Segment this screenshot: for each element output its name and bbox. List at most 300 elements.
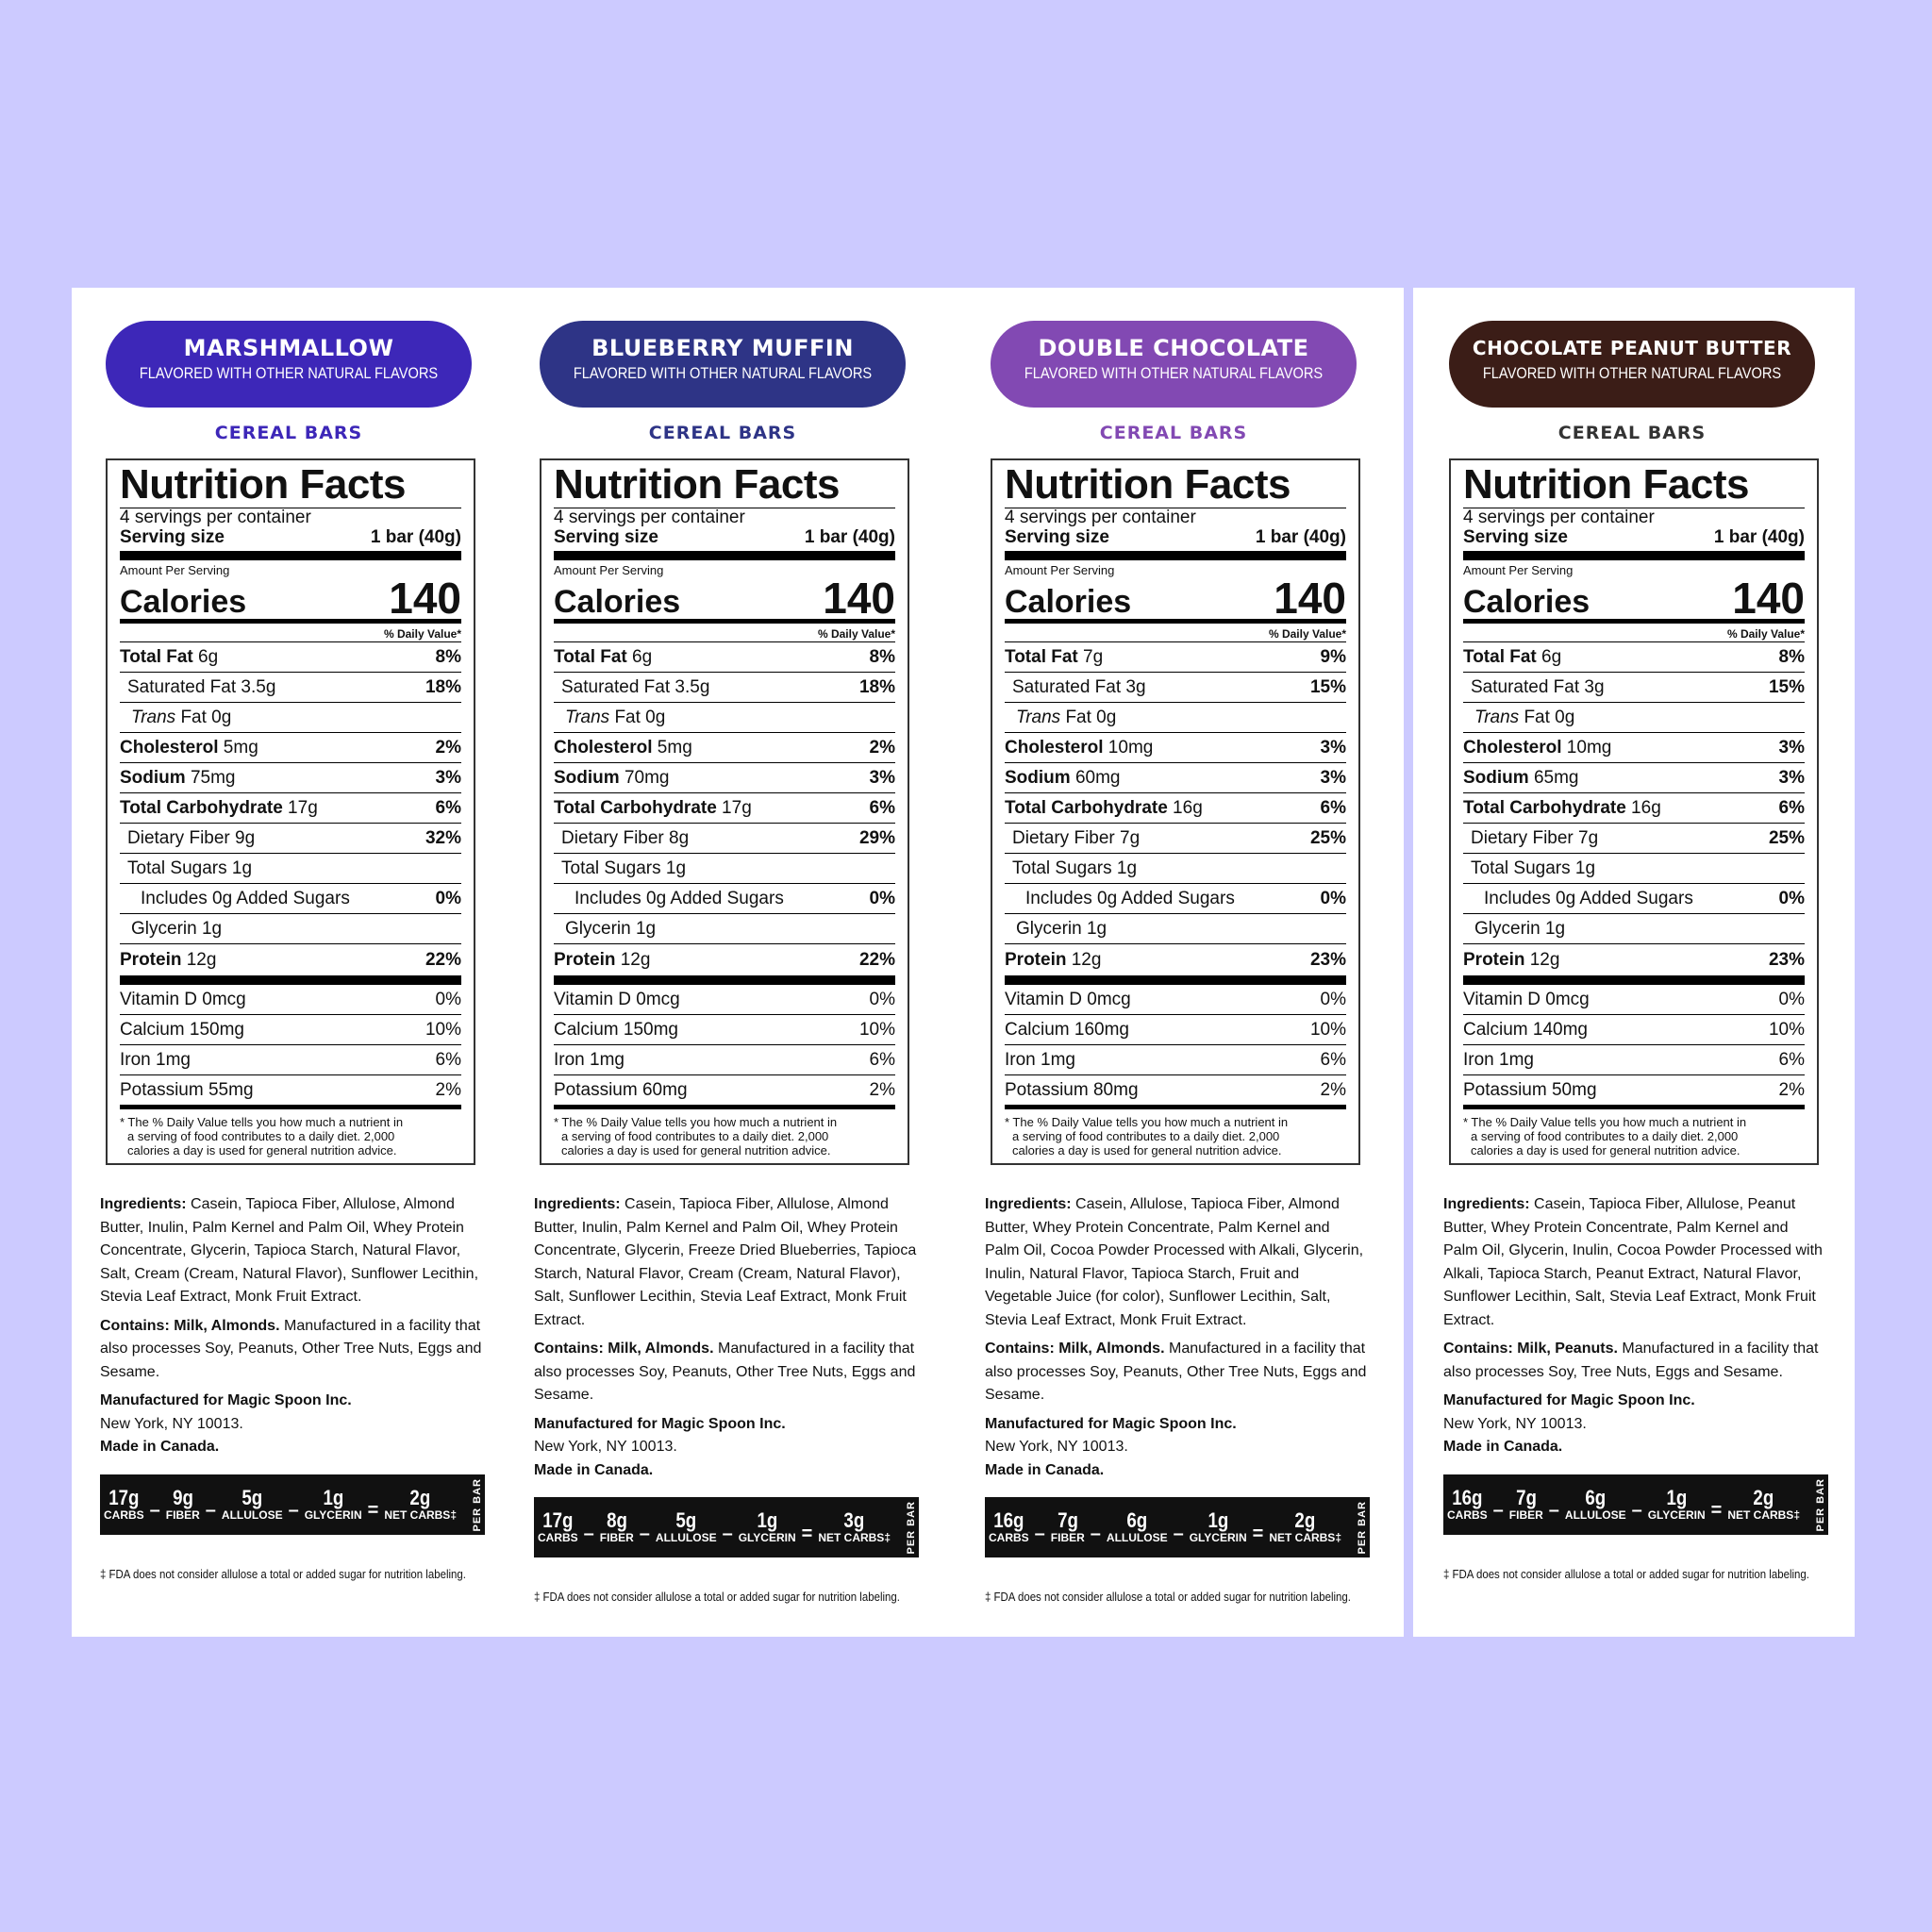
nutrient-row [1463,884,1805,914]
nutrient-row [120,824,461,854]
minus-sign: – [722,1523,733,1544]
vitamin-rows [120,985,461,1109]
nutrient-daily-value: 25% [1309,827,1346,848]
nutrient-daily-value: 3% [1778,767,1805,788]
minus-sign: – [1492,1500,1504,1521]
servings-per-container: 4 servings per container [554,508,745,527]
nutrient-row [120,642,461,673]
flavor-badge [991,321,1357,408]
footnote-line: calories a day is used for general nutrition advice. [127,1143,397,1158]
ingredients-text: Casein, Tapioca Fiber, Allulose, Almond Butter, Inulin, Palm Kernel and Palm Oil, Whey Protein Concentrate, Glycerin, Freeze Dried Blueberries, Tapioca Starch, Natural Flavor, Cream (Cream, Natural Flavor), Salt, Sunflower Lecithin, Stevia Leaf Extract, Monk Fruit Extract. [534,1196,917,1328]
nutrient-name: Total Carbohydrate [120,797,283,818]
ingredients-label: Ingredients: [985,1196,1072,1212]
nutrient-amount: 5mg [218,737,258,758]
nutrient-row [1463,703,1805,733]
vitamin-rows [1463,985,1805,1109]
calories-row [120,574,461,624]
net-carbs-value: 16g [1452,1485,1483,1509]
nutrient-name: Total Sugars 1g [1471,858,1596,878]
nutrient-name: Dietary Fiber 8g [561,827,690,848]
vitamin-row [1463,1015,1805,1045]
amount-per-serving: Amount Per Serving [1005,563,1115,577]
made-in: Made in Canada. [100,1439,220,1455]
nutrition-facts-label [1449,458,1819,1165]
nutrient-row [1005,793,1346,824]
nutrient-daily-value: 18% [858,676,895,697]
net-carbs-value: 1g [323,1485,344,1509]
net-carbs-label: FIBER [1508,1507,1543,1522]
nutrient-daily-value: 29% [858,827,895,848]
net-carbs-value: 1g [1666,1485,1688,1509]
net-carbs-value: 16g [993,1508,1024,1532]
vitamin-rows [554,985,895,1109]
nutrient-amount: 5mg [652,737,692,758]
footnote-line: a serving of food contributes to a daily diet. 2,000 [1471,1129,1739,1143]
serving-size-value: 1 bar (40g) [1255,527,1346,547]
nutrient-amount: Fat 0g [1060,707,1117,727]
net-carbs-net [1727,1485,1800,1522]
net-carbs-value: 5g [242,1485,263,1509]
nutrient-row [554,944,895,985]
nutrient-row [554,642,895,673]
net-carbs-value: 2g [1753,1485,1774,1509]
vitamin-row [1005,1075,1346,1109]
per-bar-label: PER BAR [1815,1477,1826,1532]
nutrient-amount: 75mg [185,767,236,788]
net-carbs-value: 9g [172,1485,193,1509]
net-carbs-allulose [1564,1485,1626,1522]
footnote-line: calories a day is used for general nutrition advice. [1012,1143,1282,1158]
nutrient-amount: 17g [716,797,752,818]
nutrient-row [1463,914,1805,944]
net-carbs-label: ALLULOSE [655,1531,717,1544]
nutrient-name: Trans [1474,707,1520,727]
nutrient-row [120,793,461,824]
nutrient-amount: 12g [181,949,217,970]
nutrient-row [554,793,895,824]
vitamin-row [1005,1045,1346,1075]
nutrient-daily-value: 6% [1778,797,1805,818]
net-carbs-net [1269,1510,1341,1544]
nutrient-row [554,733,895,763]
net-carbs-bar [985,1497,1370,1557]
net-carbs-fiber [600,1510,634,1544]
minus-sign: – [1034,1523,1045,1544]
nutrient-name: Trans [131,707,176,727]
minus-sign: – [1173,1523,1184,1544]
nutrient-name: Protein [554,949,616,970]
allulose-disclaimer: ‡ FDA does not consider allulose a total or added sugar for nutrition labeling. [1443,1566,1809,1581]
nutrient-row [120,884,461,914]
daily-value-footnote [1463,1109,1805,1158]
nutrient-name: Dietary Fiber 9g [127,827,256,848]
calories-row [554,574,895,624]
net-carbs-value: 1g [1208,1508,1229,1532]
vitamin-daily-value: 0% [435,989,461,1009]
nutrient-name: Saturated Fat 3g [1012,676,1146,697]
vitamin-label: Vitamin D 0mcg [120,989,246,1009]
vitamin-row [554,1015,895,1045]
vitamin-label: Calcium 140mg [1463,1019,1588,1040]
vitamin-row [120,1045,461,1075]
net-carbs-allulose [221,1485,283,1522]
vitamin-row [120,1015,461,1045]
daily-value-footnote [554,1109,895,1158]
nutrient-name: Glycerin 1g [1016,918,1108,939]
ingredients-text: Casein, Allulose, Tapioca Fiber, Almond Butter, Whey Protein Concentrate, Palm Kernel and Palm Oil, Cocoa Powder Processed with Alkali, Glycerin, Inulin, Natural Flavor, Tapioca Starch, Fruit and Vegetable Juice (for color), Sunflower Lecithin, Salt, Stevia Leaf Extract, Monk Fruit Extract. [985,1196,1364,1328]
nutrient-name: Saturated Fat 3.5g [127,676,276,697]
net-carbs-net [384,1485,457,1522]
minus-sign: – [639,1523,650,1544]
minus-sign: – [583,1523,594,1544]
vitamin-label: Vitamin D 0mcg [1463,989,1590,1009]
vitamin-daily-value: 10% [858,1019,895,1040]
nutrient-name: Sodium [1463,767,1529,788]
net-carbs-net [818,1510,891,1544]
nutrient-rows [1005,642,1346,985]
equals-sign: = [1710,1500,1723,1521]
contains-text: Manufactured in a facility that also processes Soy, Tree Nuts, Eggs and Sesame. [1443,1341,1819,1380]
minus-sign: – [1631,1500,1642,1521]
net-carbs-value: 8g [606,1508,627,1532]
net-carbs-fiber [1051,1510,1085,1544]
nutrient-name: Total Carbohydrate [1463,797,1626,818]
calories-row [1005,574,1346,624]
nutrient-row [120,914,461,944]
net-carbs-glycerin [1190,1510,1247,1544]
nutrient-row [1463,642,1805,673]
ingredients-label: Ingredients: [100,1196,187,1212]
vitamin-daily-value: 6% [869,1049,895,1070]
nutrient-rows [554,642,895,985]
nutrient-amount: 70mg [619,767,670,788]
footnote-line: * The % Daily Value tells you how much a nutrient in [1005,1115,1289,1129]
nutrition-facts-title: Nutrition Facts [1005,462,1346,508]
nutrient-row [1463,793,1805,824]
net-carbs-value: 2g [409,1485,431,1509]
vitamin-row [1463,1075,1805,1109]
net-carbs-label: GLYCERIN [304,1507,362,1522]
net-carbs-label: NET CARBS‡ [1269,1531,1341,1544]
nutrient-row [1005,703,1346,733]
nutrient-name: Includes 0g Added Sugars [141,888,350,908]
serving-size-row [1463,527,1805,560]
nutrient-row [554,824,895,854]
nutrient-rows [120,642,461,985]
flavor-name: CHOCOLATE PEANUT BUTTER [1472,337,1792,359]
nutrient-row [1463,733,1805,763]
net-carbs-label: NET CARBS‡ [1727,1507,1800,1522]
minus-sign: – [149,1500,160,1521]
vitamin-daily-value: 0% [1778,989,1805,1009]
vitamin-label: Iron 1mg [1463,1049,1534,1070]
vitamin-daily-value: 6% [1320,1049,1346,1070]
nutrient-name: Saturated Fat 3g [1471,676,1605,697]
serving-size-row [554,527,895,560]
vitamin-daily-value: 0% [1320,989,1346,1009]
product-category: CEREAL BARS [1557,423,1707,443]
footnote-line: a serving of food contributes to a daily diet. 2,000 [1012,1129,1280,1143]
nutrient-row [1463,673,1805,703]
nutrient-daily-value: 3% [1320,767,1346,788]
nutrient-name: Total Fat [1463,646,1537,667]
net-carbs-label: FIBER [165,1507,200,1522]
nutrient-daily-value: 23% [1309,949,1346,970]
net-carbs-value: 17g [542,1508,574,1532]
nutrient-daily-value: 22% [858,949,895,970]
contains-text: Manufactured in a facility that also processes Soy, Peanuts, Other Tree Nuts, Eggs and Sesame. [100,1317,482,1380]
serving-size-row [1005,527,1346,560]
net-carbs-bar [534,1497,919,1557]
nutrient-daily-value: 18% [425,676,461,697]
nutrient-name: Protein [120,949,182,970]
nutrient-amount: 6g [1536,646,1562,667]
nutrient-amount: 12g [615,949,651,970]
nutrient-name: Total Fat [554,646,627,667]
net-carbs-bar [100,1474,485,1535]
nutrient-row [1463,854,1805,884]
vitamin-row [1463,1045,1805,1075]
nutrient-daily-value: 15% [1768,676,1805,697]
footnote-line: a serving of food contributes to a daily diet. 2,000 [561,1129,829,1143]
nutrient-name: Total Fat [120,646,193,667]
nutrient-amount: 17g [282,797,318,818]
nutrient-row [1005,673,1346,703]
ingredients-block [1443,1193,1826,1459]
net-carbs-value: 17g [108,1485,140,1509]
net-carbs-allulose [656,1510,717,1544]
nutrient-daily-value: 3% [1778,737,1805,758]
net-carbs-carbs [104,1485,144,1522]
nutrient-name: Protein [1005,949,1067,970]
per-bar-label: PER BAR [472,1477,483,1532]
net-carbs-label: ALLULOSE [221,1507,283,1522]
nutrient-daily-value: 8% [869,646,895,667]
nutrient-name: Protein [1463,949,1525,970]
nutrient-daily-value: 32% [425,827,461,848]
daily-value-header: % Daily Value* [1463,624,1805,642]
footnote-line: * The % Daily Value tells you how much a nutrient in [554,1115,838,1129]
nutrient-name: Cholesterol [120,737,219,758]
net-carbs-glycerin [1647,1485,1706,1522]
nutrient-row [120,703,461,733]
nutrition-facts-title: Nutrition Facts [120,462,461,508]
vitamin-label: Potassium 55mg [120,1079,254,1100]
nutrition-facts-title: Nutrition Facts [554,462,895,508]
equals-sign: = [1252,1523,1264,1544]
product-category: CEREAL BARS [648,423,797,443]
nutrient-daily-value: 0% [1778,888,1805,908]
vitamin-label: Vitamin D 0mcg [1005,989,1131,1009]
minus-sign: – [1090,1523,1101,1544]
serving-size-value: 1 bar (40g) [804,527,895,547]
nutrient-amount: Fat 0g [609,707,666,727]
nutrient-name: Dietary Fiber 7g [1471,827,1599,848]
nutrient-name: Includes 0g Added Sugars [575,888,784,908]
net-carbs-label: CARBS [104,1507,144,1522]
net-carbs-label: ALLULOSE [1564,1507,1626,1522]
ingredients-text: Casein, Tapioca Fiber, Allulose, Almond Butter, Inulin, Palm Kernel and Palm Oil, Whey Protein Concentrate, Glycerin, Tapioca Starch, Natural Flavor, Salt, Cream (Cream, Natural Flavor), Sunflower Lecithin, Stevia Leaf Extract, Monk Fruit Extract. [100,1196,479,1305]
nutrient-name: Sodium [1005,767,1071,788]
vitamin-row [1005,1015,1346,1045]
flavor-panel [1443,321,1843,1582]
nutrient-row [1005,854,1346,884]
nutrient-row [1005,884,1346,914]
net-carbs-carbs [989,1510,1029,1544]
net-carbs-carbs [1447,1485,1488,1522]
calories-value: 140 [389,574,461,623]
servings-per-container: 4 servings per container [1005,508,1196,527]
nutrient-name: Glycerin 1g [1474,918,1566,939]
manufacturer: Manufactured for Magic Spoon Inc. [985,1415,1237,1432]
calories-value: 140 [823,574,895,623]
nutrient-amount: 12g [1066,949,1102,970]
vitamin-daily-value: 10% [1309,1019,1346,1040]
vitamin-daily-value: 2% [869,1079,895,1100]
net-carbs-label: GLYCERIN [1189,1531,1247,1544]
nutrient-name: Dietary Fiber 7g [1012,827,1141,848]
vitamin-label: Calcium 160mg [1005,1019,1129,1040]
net-carbs-label: CARBS [989,1531,1029,1544]
manufacturer: Manufactured for Magic Spoon Inc. [1443,1392,1695,1408]
nutrient-daily-value: 8% [435,646,461,667]
ingredients-label: Ingredients: [534,1196,621,1212]
nutrient-daily-value: 6% [1320,797,1346,818]
nutrient-amount: 16g [1625,797,1661,818]
nutrient-amount: 7g [1077,646,1104,667]
net-carbs-label: FIBER [599,1531,634,1544]
serving-size-label: Serving size [554,527,658,547]
calories-row [1463,574,1805,624]
nutrient-name: Trans [565,707,610,727]
made-in: Made in Canada. [534,1461,654,1478]
net-carbs-value: 6g [1126,1508,1148,1532]
vitamin-label: Potassium 80mg [1005,1079,1139,1100]
nutrient-daily-value: 3% [869,767,895,788]
nutrient-daily-value: 3% [1320,737,1346,758]
flavor-subtitle: FLAVORED WITH OTHER NATURAL FLAVORS [573,364,873,382]
daily-value-header: % Daily Value* [1005,624,1346,642]
ingredients-text: Casein, Tapioca Fiber, Allulose, Peanut Butter, Whey Protein Concentrate, Palm Kernel and Palm Oil, Glycerin, Inulin, Cocoa Powder Processed with Alkali, Tapioca Starch, Peanut Extract, Natural Flavor, Sunflower Lecithin, Salt, Stevia Leaf Extract, Monk Fruit Extract. [1443,1196,1823,1328]
minus-sign: – [205,1500,216,1521]
vitamin-rows [1005,985,1346,1109]
footnote-line: * The % Daily Value tells you how much a nutrient in [120,1115,404,1129]
contains-label: Contains: Milk, Almonds. [100,1317,280,1334]
nutrient-amount: 10mg [1561,737,1612,758]
nutrient-name: Total Fat [1005,646,1078,667]
nutrient-row [120,733,461,763]
nutrient-daily-value: 0% [1320,888,1346,908]
nutrition-facts-label [106,458,475,1165]
ingredients-block [985,1193,1368,1482]
net-carbs-label: ALLULOSE [1106,1531,1168,1544]
per-bar-label: PER BAR [906,1501,917,1555]
net-carbs-value: 7g [1515,1485,1537,1509]
nutrient-name: Trans [1016,707,1061,727]
nutrient-amount: 65mg [1528,767,1579,788]
vitamin-daily-value: 2% [1320,1079,1346,1100]
nutrient-amount: 12g [1524,949,1560,970]
net-carbs-allulose [1107,1510,1168,1544]
nutrient-name: Cholesterol [1005,737,1104,758]
product-category: CEREAL BARS [1099,423,1248,443]
vitamin-label: Calcium 150mg [554,1019,678,1040]
net-carbs-value: 6g [1585,1485,1607,1509]
nutrient-daily-value: 6% [435,797,461,818]
net-carbs-fiber [165,1485,200,1522]
daily-value-header: % Daily Value* [554,624,895,642]
vitamin-label: Iron 1mg [120,1049,191,1070]
nutrient-row [120,944,461,985]
nutrient-daily-value: 0% [869,888,895,908]
nutrient-row [554,914,895,944]
footnote-line: calories a day is used for general nutrition advice. [1471,1143,1740,1158]
daily-value-footnote [120,1109,461,1158]
nutrient-row [554,884,895,914]
serving-size-value: 1 bar (40g) [1713,527,1805,547]
nutrient-daily-value: 3% [435,767,461,788]
nutrient-row [1005,824,1346,854]
nutrient-name: Includes 0g Added Sugars [1025,888,1235,908]
vitamin-label: Iron 1mg [1005,1049,1075,1070]
nutrient-name: Sodium [120,767,186,788]
nutrient-row [120,763,461,793]
amount-per-serving: Amount Per Serving [120,563,230,577]
nutrient-row [1463,763,1805,793]
nutrient-daily-value: 15% [1309,676,1346,697]
vitamin-daily-value: 10% [425,1019,461,1040]
net-carbs-carbs [538,1510,578,1544]
nutrition-facts-label [540,458,909,1165]
net-carbs-bar [1443,1474,1828,1535]
nutrient-row [554,854,895,884]
nutrient-amount: Fat 0g [1519,707,1575,727]
manufacturer-address: New York, NY 10013. [985,1439,1128,1455]
vitamin-row [554,985,895,1015]
calories-value: 140 [1732,574,1805,623]
nutrient-amount: 60mg [1070,767,1121,788]
flavor-name: BLUEBERRY MUFFIN [591,335,854,361]
nutrient-name: Glycerin 1g [565,918,657,939]
ingredients-block [534,1193,917,1482]
nutrient-row [554,763,895,793]
nutrient-name: Total Carbohydrate [1005,797,1168,818]
nutrient-daily-value: 25% [1768,827,1805,848]
net-carbs-label: FIBER [1050,1531,1085,1544]
net-carbs-value: 2g [1294,1508,1316,1532]
minus-sign: – [288,1500,299,1521]
equals-sign: = [367,1500,379,1521]
vitamin-daily-value: 0% [869,989,895,1009]
vitamin-daily-value: 10% [1768,1019,1805,1040]
allulose-disclaimer: ‡ FDA does not consider allulose a total or added sugar for nutrition labeling. [534,1590,900,1604]
serving-size-value: 1 bar (40g) [370,527,461,547]
nutrient-row [1005,733,1346,763]
contains-text: Manufactured in a facility that also processes Soy, Peanuts, Other Tree Nuts, Eggs and Sesame. [985,1341,1367,1403]
manufacturer: Manufactured for Magic Spoon Inc. [534,1415,786,1432]
net-carbs-value: 1g [757,1508,778,1532]
nutrient-daily-value: 9% [1320,646,1346,667]
calories-label: Calories [1463,584,1591,620]
nutrient-row [554,673,895,703]
equals-sign: = [801,1523,813,1544]
nutrition-facts-title: Nutrition Facts [1463,462,1805,508]
nutrient-name: Total Carbohydrate [554,797,717,818]
net-carbs-label: GLYCERIN [1647,1507,1706,1522]
flavor-subtitle: FLAVORED WITH OTHER NATURAL FLAVORS [139,364,439,382]
net-carbs-glycerin [739,1510,796,1544]
flavor-name: MARSHMALLOW [183,335,394,361]
